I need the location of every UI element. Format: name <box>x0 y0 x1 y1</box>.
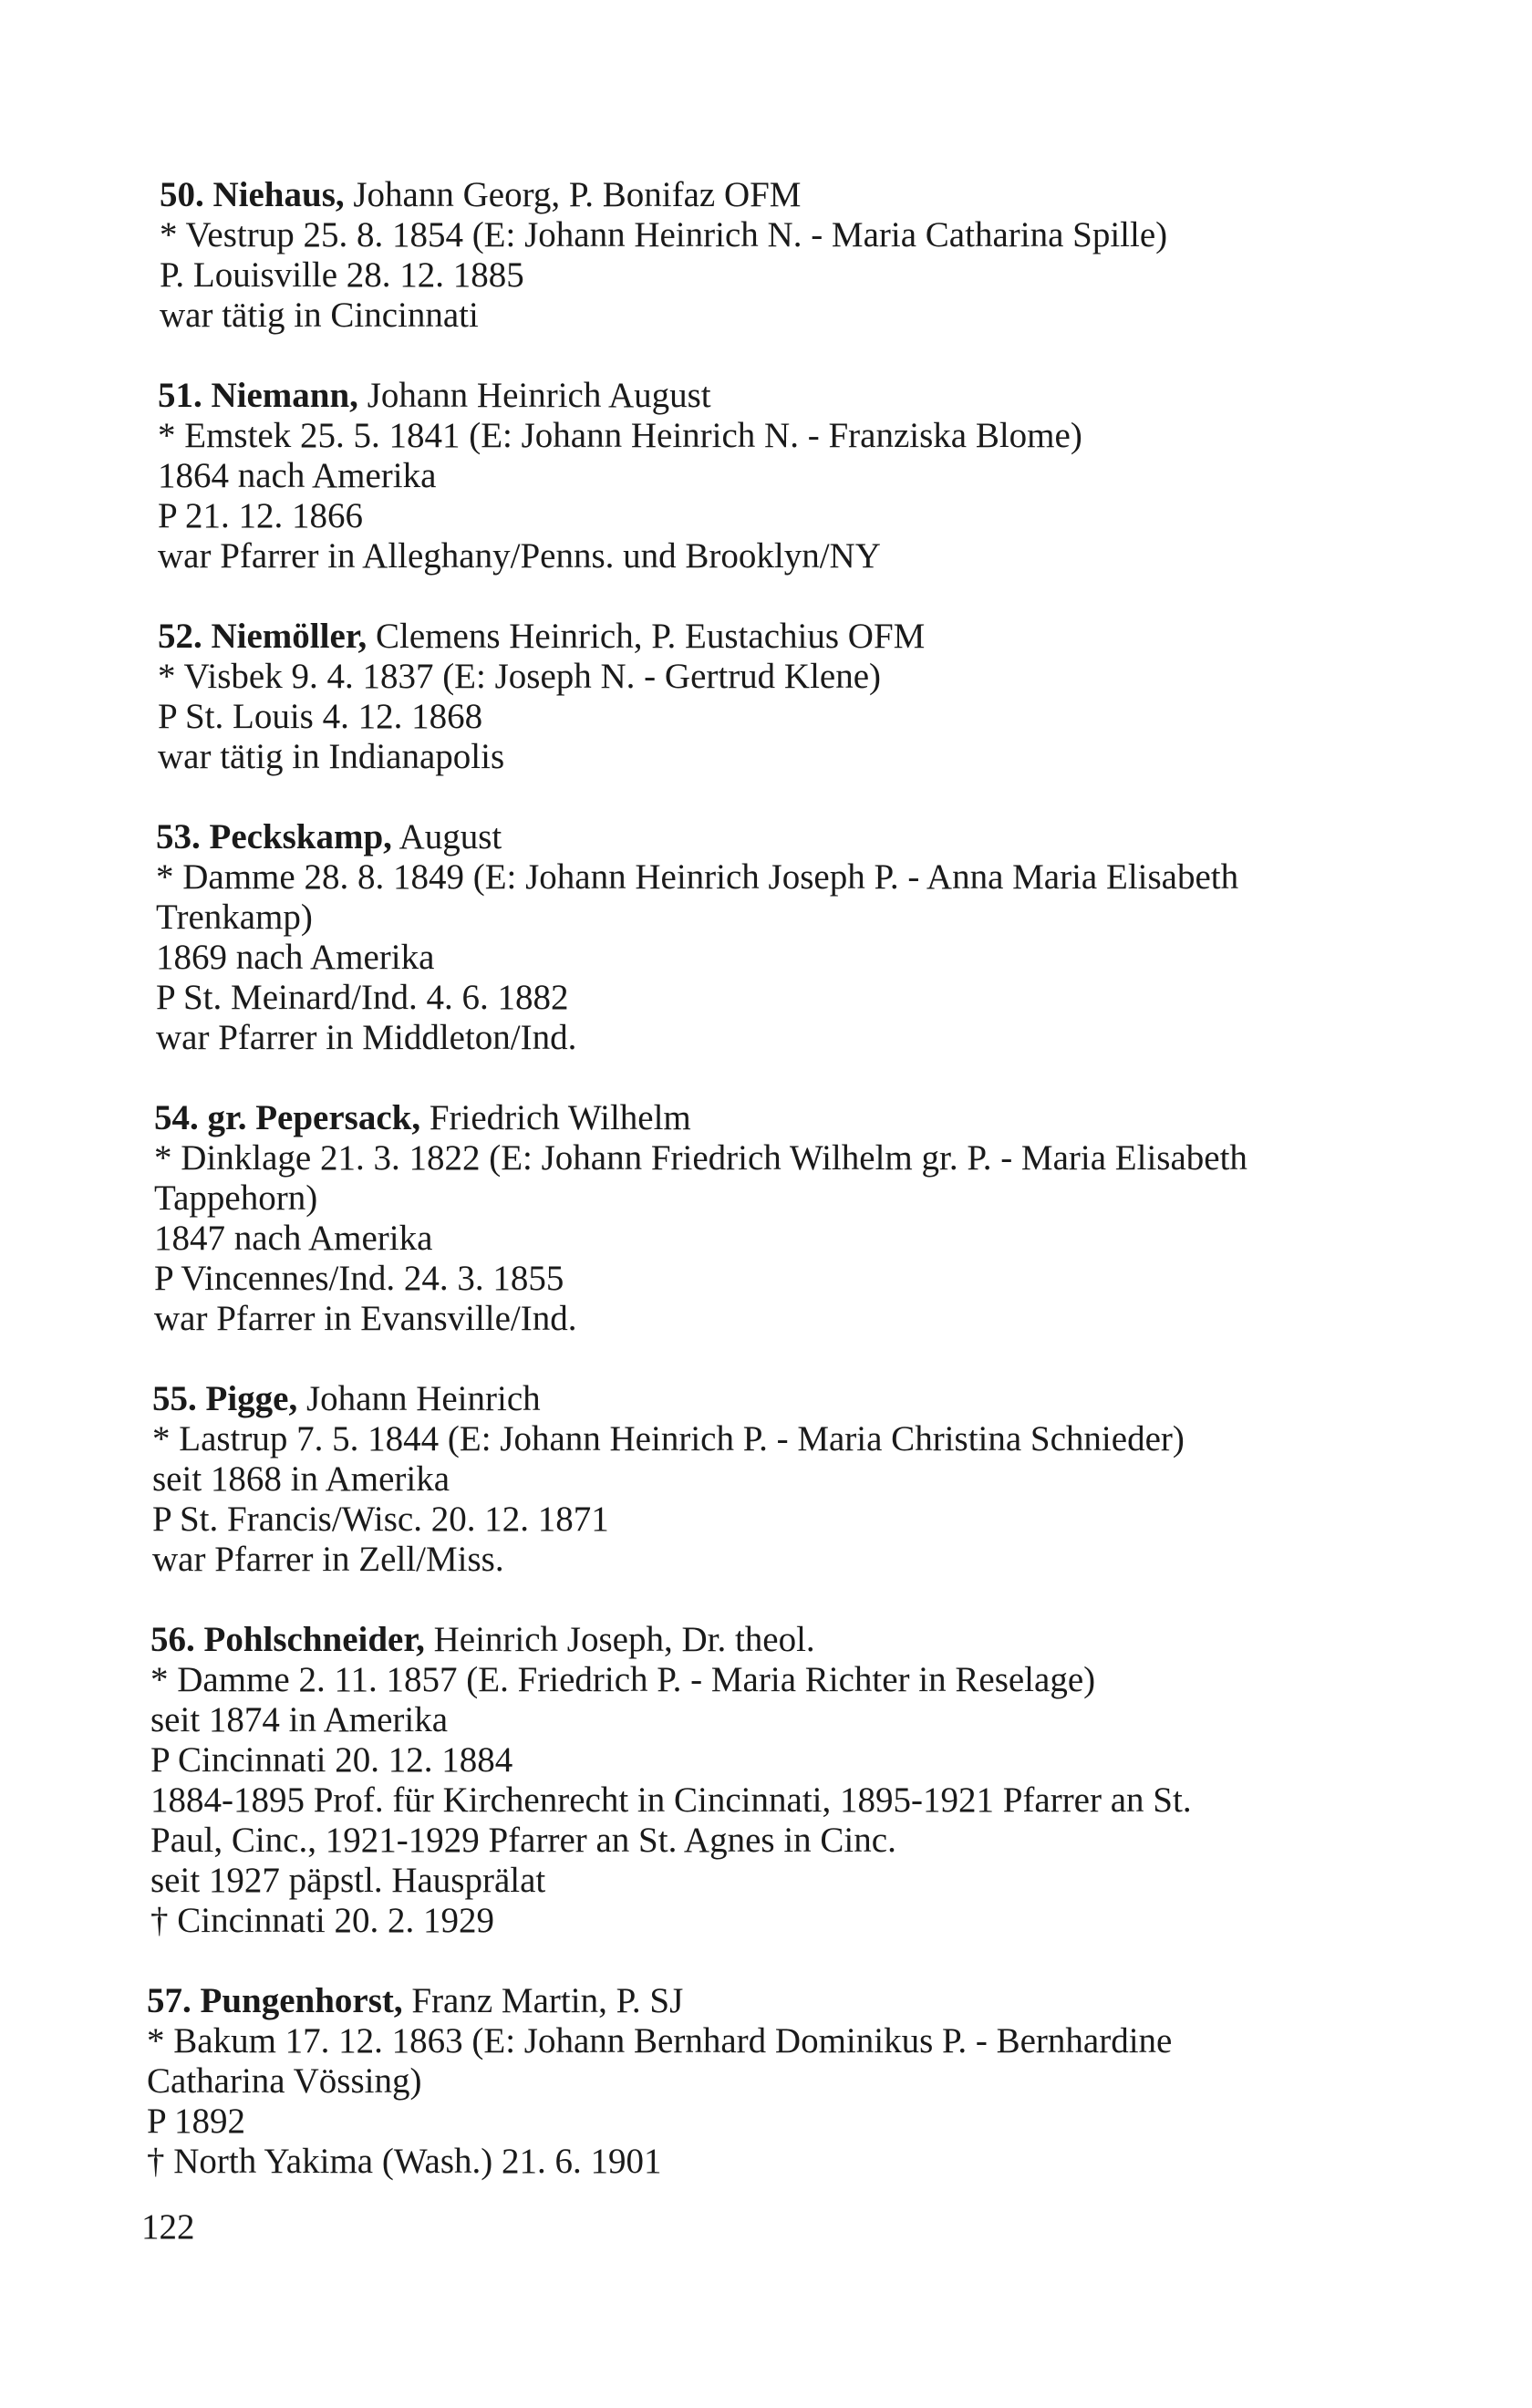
entry-detail-line: seit 1927 päpstl. Hausprälat <box>150 1861 546 1900</box>
entry-detail-line: 1869 nach Amerika <box>156 938 435 977</box>
entry-number: 53. <box>156 817 201 856</box>
entry-given-names: Johann Georg, P. Bonifaz OFM <box>344 175 802 214</box>
entry-55 <box>152 1379 1427 1580</box>
entry-number: 52. <box>158 617 202 656</box>
entry-given-names: Johann Heinrich August <box>357 376 711 415</box>
entry-detail-line: war tätig in Indianapolis <box>158 737 505 776</box>
entry-52 <box>158 617 1427 777</box>
entry-detail-line: * Dinklage 21. 3. 1822 (E: Johann Friedrich Wilhelm gr. P. - Maria Elisabeth <box>154 1138 1247 1178</box>
entry-detail-line: P. Louisville 28. 12. 1885 <box>160 255 524 295</box>
entry-heading <box>147 1981 1427 2021</box>
entry-given-names: Johann Heinrich <box>297 1379 541 1418</box>
entry-given-names: Clemens Heinrich, P. Eustachius OFM <box>367 617 926 656</box>
entry-number: 57. <box>147 1981 192 2020</box>
entry-surname: Pungenhorst, <box>200 1981 403 2020</box>
entry-surname: Pohlschneider, <box>203 1620 425 1659</box>
entry-57 <box>147 1981 1427 2182</box>
entry-given-names: Heinrich Joseph, Dr. theol. <box>424 1620 815 1659</box>
entry-53 <box>156 817 1427 1058</box>
entry-detail-line: seit 1874 in Amerika <box>150 1700 449 1739</box>
entry-detail-line: 1884-1895 Prof. für Kirchenrecht in Cincinnati, 1895-1921 Pfarrer an St. <box>150 1780 1192 1820</box>
entry-detail-line: * Bakum 17. 12. 1863 (E: Johann Bernhard Dominikus P. - Bernhardine <box>147 2021 1173 2060</box>
entry-given-names: Friedrich Wilhelm <box>420 1098 691 1137</box>
entry-detail-line: P Cincinnati 20. 12. 1884 <box>150 1740 513 1780</box>
entry-detail-line: Tappehorn) <box>154 1178 318 1218</box>
entry-detail-line: 1847 nach Amerika <box>154 1219 433 1258</box>
entry-detail-line: Trenkamp) <box>156 898 313 937</box>
entry-detail-line: Catharina Vössing) <box>147 2061 422 2101</box>
page-number: 122 <box>141 2207 195 2247</box>
entry-54 <box>154 1098 1427 1339</box>
entry-number: 51. <box>158 376 202 415</box>
entry-heading <box>156 817 1427 857</box>
entry-surname: Niehaus, <box>212 175 345 214</box>
entry-detail-line: * Damme 28. 8. 1849 (E: Johann Heinrich Joseph P. - Anna Maria Elisabeth <box>156 857 1239 897</box>
entry-number: 55. <box>152 1379 197 1418</box>
entry-number: 50. <box>160 175 204 214</box>
entry-surname: Niemann, <box>211 376 358 415</box>
entry-heading <box>152 1379 1427 1419</box>
entry-surname: Peckskamp, <box>209 817 392 856</box>
entry-detail-line: P St. Meinard/Ind. 4. 6. 1882 <box>156 978 569 1017</box>
entry-50 <box>160 175 1427 336</box>
entry-detail-line: war Pfarrer in Zell/Miss. <box>152 1540 504 1579</box>
entry-surname: Pigge, <box>205 1379 298 1418</box>
entry-detail-line: war tätig in Cincinnati <box>160 296 479 335</box>
entry-surname: gr. Pepersack, <box>207 1098 421 1137</box>
entry-56 <box>150 1620 1427 1941</box>
entry-given-names: August <box>391 817 502 856</box>
entry-given-names: Franz Martin, P. SJ <box>402 1981 684 2020</box>
entry-detail-line: * Damme 2. 11. 1857 (E. Friedrich P. - Maria Richter in Reselage) <box>150 1660 1096 1699</box>
entry-number: 56. <box>150 1620 195 1659</box>
entry-heading <box>150 1620 1427 1660</box>
entry-heading <box>154 1098 1427 1138</box>
entry-detail-line: P St. Louis 4. 12. 1868 <box>158 697 483 736</box>
entry-detail-line: * Vestrup 25. 8. 1854 (E: Johann Heinrich N. - Maria Catharina Spille) <box>160 215 1168 254</box>
entry-detail-line: P Vincennes/Ind. 24. 3. 1855 <box>154 1259 564 1298</box>
entry-heading <box>158 376 1427 416</box>
entry-detail-line: * Visbek 9. 4. 1837 (E: Joseph N. - Gertrud Klene) <box>158 657 882 696</box>
entry-detail-line: seit 1868 in Amerika <box>152 1459 450 1499</box>
entry-list <box>147 175 1427 2222</box>
entry-detail-line: P St. Francis/Wisc. 20. 12. 1871 <box>152 1500 609 1539</box>
entry-detail-line: war Pfarrer in Evansville/Ind. <box>154 1299 577 1338</box>
entry-detail-line: Paul, Cinc., 1921-1929 Pfarrer an St. Agnes in Cinc. <box>150 1821 896 1860</box>
entry-heading <box>158 617 1427 657</box>
entry-detail-line: war Pfarrer in Alleghany/Penns. und Brooklyn/NY <box>158 536 881 576</box>
entry-detail-line: P 1892 <box>147 2102 245 2141</box>
entry-detail-line: war Pfarrer in Middleton/Ind. <box>156 1018 577 1057</box>
entry-detail-line: P 21. 12. 1866 <box>158 496 363 535</box>
entry-number: 54. <box>154 1098 199 1137</box>
entry-heading <box>160 175 1427 215</box>
entry-detail-line: * Emstek 25. 5. 1841 (E: Johann Heinrich N. - Franziska Blome) <box>158 416 1082 455</box>
entry-detail-line: † North Yakima (Wash.) 21. 6. 1901 <box>147 2142 662 2181</box>
entry-detail-line: * Lastrup 7. 5. 1844 (E: Johann Heinrich P. - Maria Christina Schnieder) <box>152 1419 1185 1458</box>
entry-detail-line: 1864 nach Amerika <box>158 456 437 495</box>
entry-surname: Niemöller, <box>211 617 367 656</box>
entry-detail-line: † Cincinnati 20. 2. 1929 <box>150 1901 494 1940</box>
entry-51 <box>158 376 1427 576</box>
